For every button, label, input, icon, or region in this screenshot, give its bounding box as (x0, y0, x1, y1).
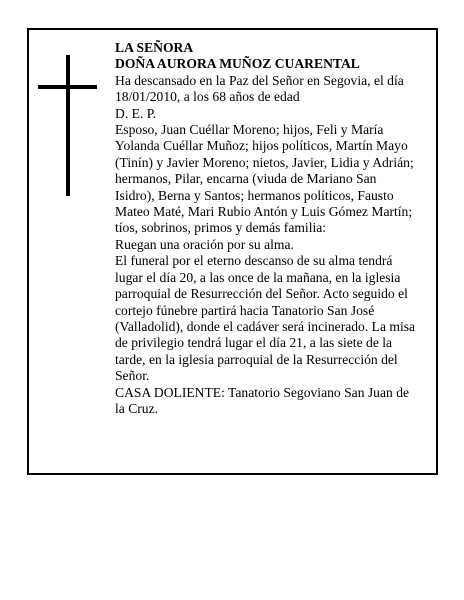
casa-doliente: CASA DOLIENTE: Tanatorio Segoviano San Juan de la Cruz. (115, 384, 410, 416)
prayer-request: Ruegan una oración por su alma. (115, 236, 294, 252)
cross-icon (66, 55, 70, 196)
cross-icon-crossbar (38, 85, 97, 89)
deceased-name: DOÑA AURORA MUÑOZ CUARENTAL (115, 56, 360, 72)
obituary-text (115, 40, 417, 417)
family-list: Esposo, Juan Cuéllar Moreno; hijos, Feli y María Yolanda Cuéllar Muñoz; hijos políticos, Martín Mayo (Tinín) y Javier Moreno; nietos, Javier, Lidia y Adrián; hermanos, Pilar, encarna (viuda de Mariano San Isidro), Berna y Santos; hermanos políticos, Fausto Mateo Maté, Mari Rubio Antón y Luis Gómez Martín; tíos, sobrinos, primos y demás familia: (115, 122, 414, 236)
honorific: LA SEÑORA (115, 40, 194, 55)
funeral-details: El funeral por el eterno descanso de su alma tendrá lugar el día 20, a las once de la mañana, en la iglesia parroquial de Resurrección del Señor. Acto seguido el cortejo fúnebre partirá hacia Tanatorio San José (Valladolid), donde el cadáver será incinerado. La misa de privilegio tendrá lugar el día 21, a las siete de la tarde, en la iglesia parroquial de la Resurrección del Señor. (115, 253, 416, 384)
death-announcement: Ha descansado en la Paz del Señor en Segovia, el día 18/01/2010, a los 68 años de edad (115, 72, 404, 105)
rest-in-peace: D. E. P. (115, 105, 157, 121)
